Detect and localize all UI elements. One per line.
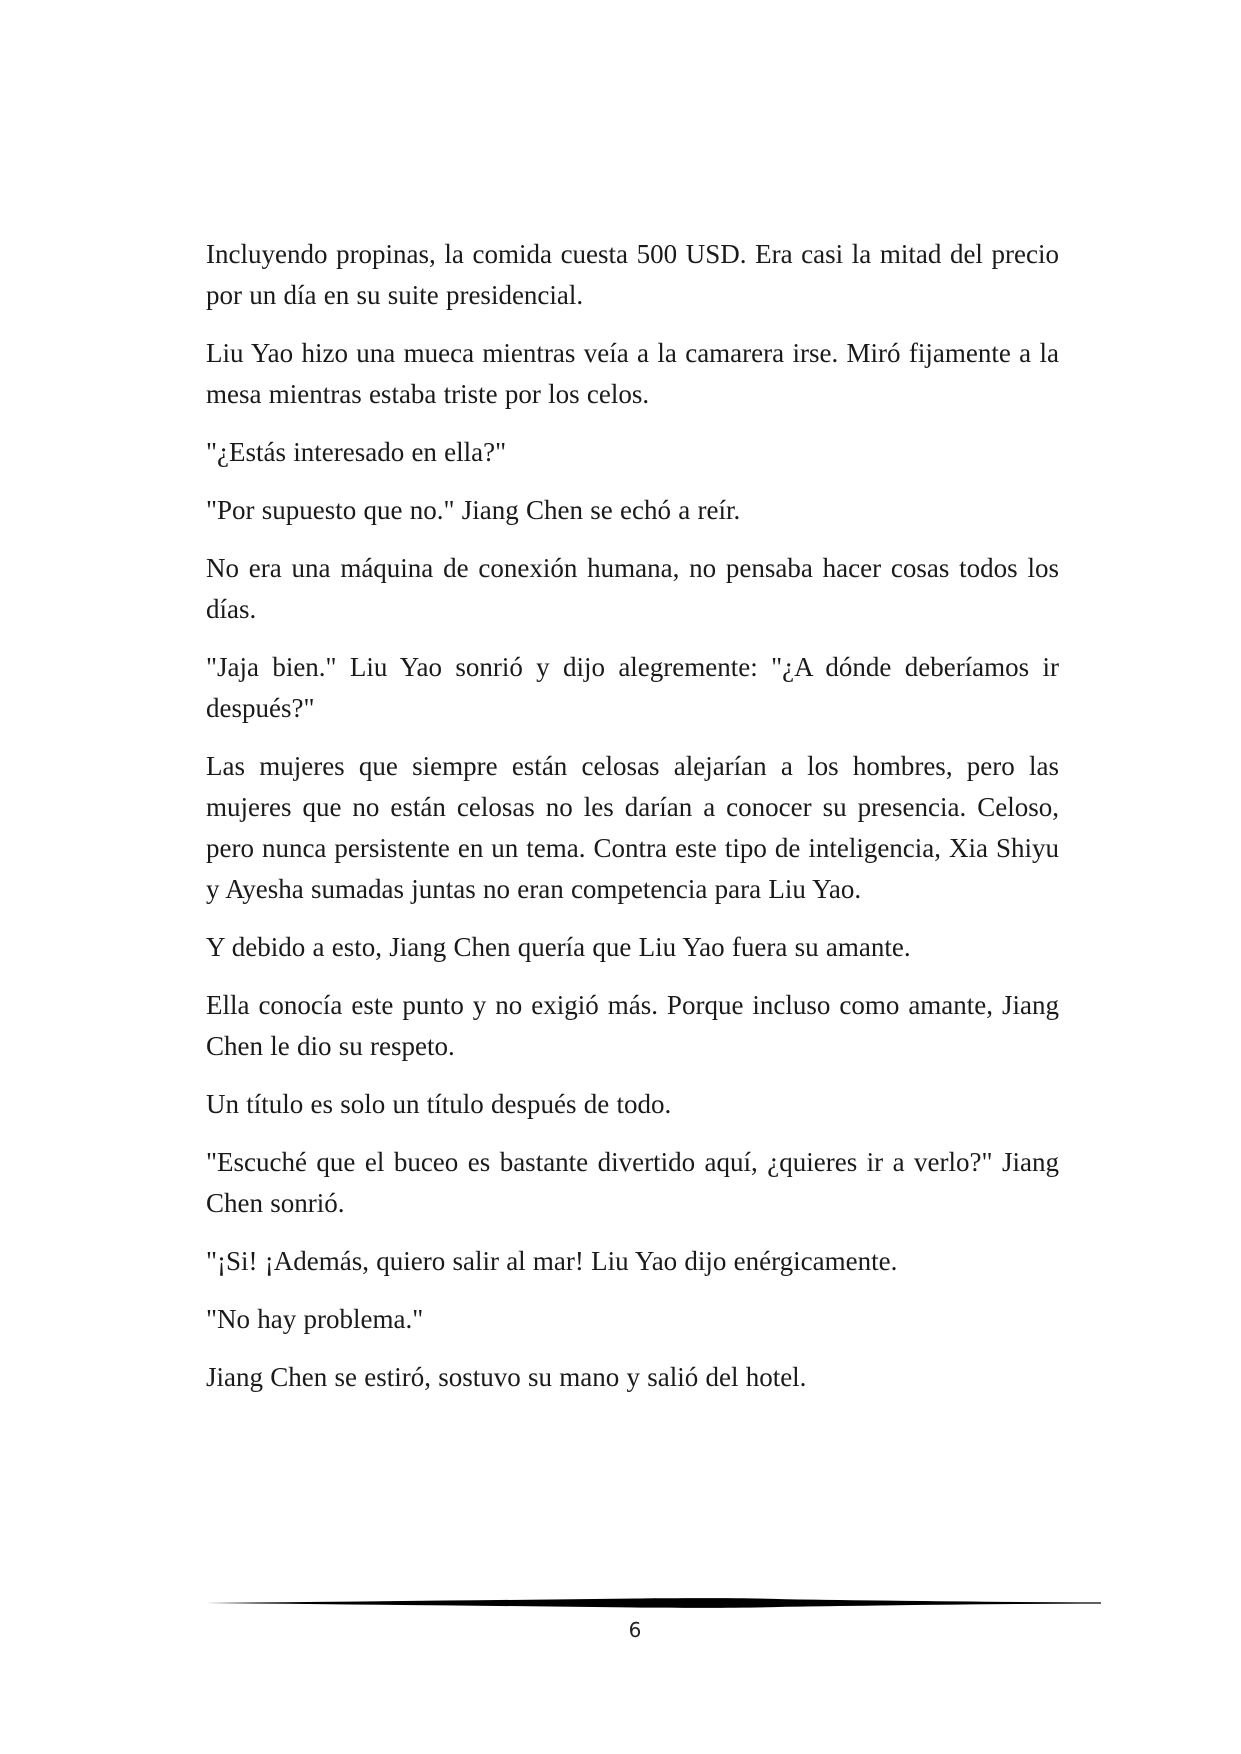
paragraph: "¡Si! ¡Además, quiero salir al mar! Liu Yao dijo enérgicamente. [206,1246,898,1276]
page-number: 6 [628,1618,642,1642]
footer-divider [206,1596,1101,1610]
paragraph: "No hay problema." [206,1304,424,1334]
paragraph: Ella conocía este punto y no exigió más. Porque incluso como amante, Jiang Chen le dio su respeto. [206,990,1059,1061]
paragraph: "Jaja bien." Liu Yao sonrió y dijo alegremente: "¿A dónde deberíamos ir después?" [206,652,1059,723]
paragraph: Las mujeres que siempre están celosas alejarían a los hombres, pero las mujeres que no están celosas no les darían a conocer su presencia. Celoso, pero nunca persistente en un tema. Contra este tipo de inteligencia, Xia Shiyu y Ayesha sumadas juntas no eran competencia para Liu Yao. [206,751,1059,904]
paragraph: "Escuché que el buceo es bastante divertido aquí, ¿quieres ir a verlo?" Jiang Chen sonrió. [206,1147,1059,1218]
paragraph: Jiang Chen se estiró, sostuvo su mano y salió del hotel. [206,1362,807,1392]
paragraph: "Por supuesto que no." Jiang Chen se echó a reír. [206,495,741,525]
paragraph: Incluyendo propinas, la comida cuesta 500 USD. Era casi la mitad del precio por un día en su suite presidencial. [206,239,1059,310]
paragraph: Liu Yao hizo una mueca mientras veía a la camarera irse. Miró fijamente a la mesa mientras estaba triste por los celos. [206,338,1059,409]
paragraph: Y debido a esto, Jiang Chen quería que Liu Yao fuera su amante. [206,932,911,962]
body-text [206,234,1059,1415]
paragraph: No era una máquina de conexión humana, no pensaba hacer cosas todos los días. [206,553,1059,624]
paragraph: "¿Estás interesado en ella?" [206,437,507,467]
paragraph: Un título es solo un título después de todo. [206,1089,672,1119]
